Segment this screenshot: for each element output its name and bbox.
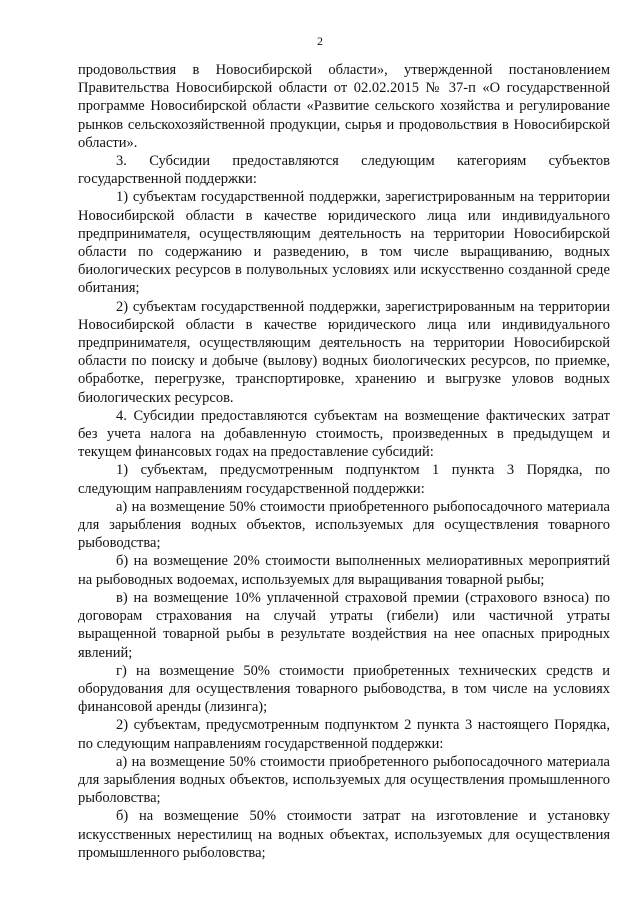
paragraph: 4. Субсидии предоставляются субъектам на возмещение фактических затрат без учета налога на добавленную стоимость, произведенных в предыдущем и текущем финансовых годах на предоставление субсидий: — [78, 407, 610, 461]
paragraph: продовольствия в Новосибирской области», утвержденной постановлением Правительства Новосибирской области от 02.02.2015 № 37-п «О государственной программе Новосибирской области «Развитие сельского хозяйства и регулирование рынков сельскохозяйственной продукции, сырья и продовольствия в Новосибирской области». — [78, 62, 610, 151]
paragraph: 3. Субсидии предоставляются следующим категориям субъектов государственной поддержки: — [78, 153, 610, 188]
paragraph: б) на возмещение 50% стоимости затрат на изготовление и установку искусственных нерестилищ на водных объектах, используемых для осуществления промышленного рыболовства; — [78, 808, 610, 861]
paragraph: б) на возмещение 20% стоимости выполненных мелиоративных мероприятий на рыбоводных водоемах, используемых для выращивания товарной рыбы; — [78, 553, 610, 588]
paragraph: 2) субъектам государственной поддержки, зарегистрированным на территории Новосибирской области в качестве юридического лица или индивидуального предпринимателя, осуществляющим деятельность на территории Новосибирской области по поиску и добыче (вылову) водных биологических ресурсов, по приемке, обработке, перегрузке, транспортировке, хранению и выгрузке уловов водных биологических ресурсов. — [78, 298, 610, 406]
paragraph: в) на возмещение 10% уплаченной страховой премии (страхового взноса) по договорам страхования на случай утраты (гибели) или частичной утраты выращенной товарной рыбы в результате воздействия на нее опасных природных явлений; — [78, 589, 610, 661]
paragraph: а) на возмещение 50% стоимости приобретенного рыбопосадочного материала для зарыбления водных объектов, используемых для осуществления промышленного рыболовства; — [78, 753, 610, 807]
document-body — [78, 61, 610, 862]
paragraph: 2) субъектам, предусмотренным подпунктом 2 пункта 3 настоящего Порядка, по следующим направлениям государственной поддержки: — [78, 717, 610, 752]
paragraph: а) на возмещение 50% стоимости приобретенного рыбопосадочного материала для зарыбления водных объектов, используемых для осуществления товарного рыбоводства; — [78, 498, 610, 552]
paragraph: 1) субъектам государственной поддержки, зарегистрированным на территории Новосибирской области в качестве юридического лица или индивидуального предпринимателя, осуществляющим деятельность на территории Новосибирской области по содержанию и разведению, в том числе выращиванию, водных биологических ресурсов в полувольных условиях или искусственно созданной среде обитания; — [78, 189, 610, 297]
page-number: 2 — [317, 34, 323, 48]
paragraph: 1) субъектам, предусмотренным подпунктом 1 пункта 3 Порядка, по следующим направлениям государственной поддержки: — [78, 462, 610, 497]
paragraph: г) на возмещение 50% стоимости приобретенных технических средств и оборудования для осуществления товарного рыбоводства, в том числе на условиях финансовой аренды (лизинга); — [78, 662, 610, 716]
